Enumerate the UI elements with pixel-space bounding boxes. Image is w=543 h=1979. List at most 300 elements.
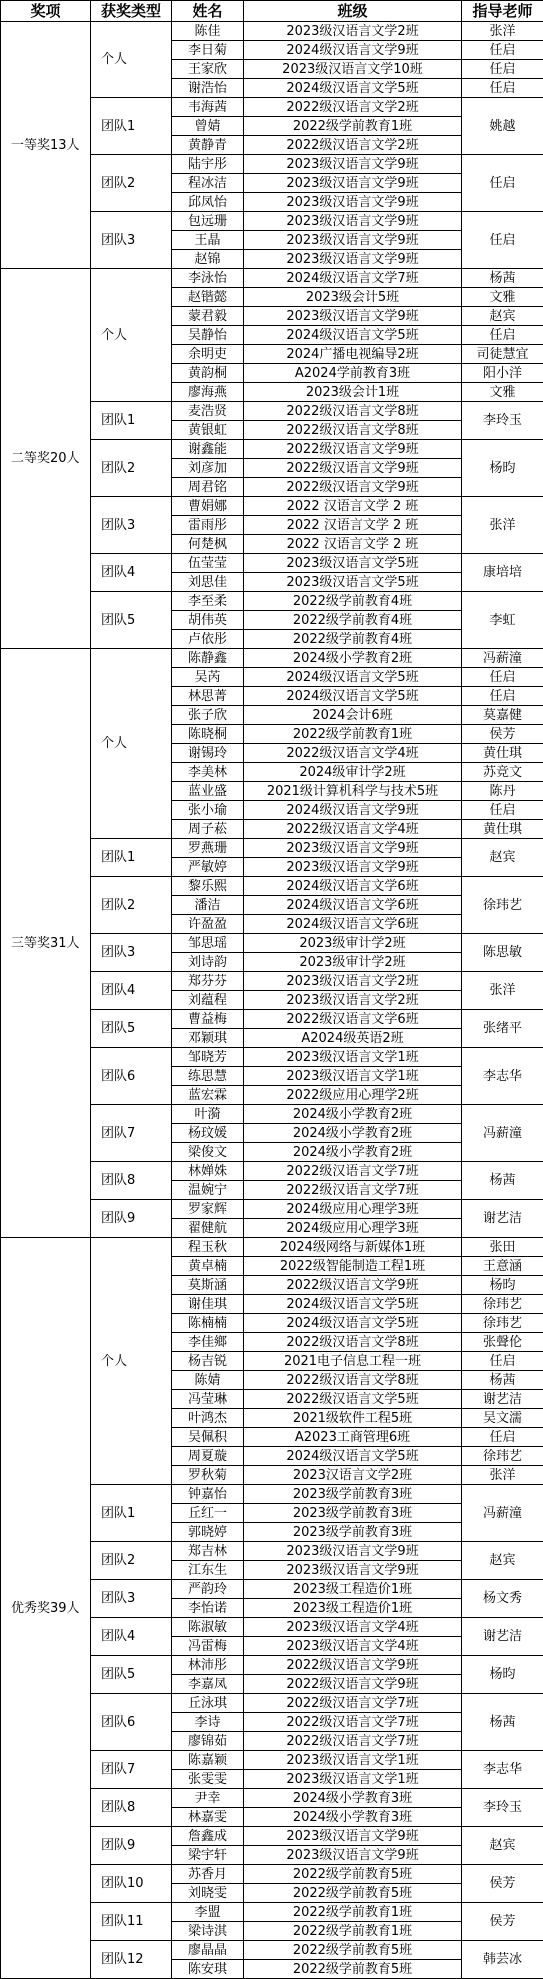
- student-name-cell: 谢佳琪: [172, 1295, 244, 1314]
- class-cell: 2022级汉语言文学9班: [244, 440, 462, 459]
- class-cell: 2023级汉语言文学5班: [244, 573, 462, 592]
- class-cell: 2024级汉语言文学5班: [244, 1314, 462, 1333]
- class-cell: 2023汉语言文学2班: [244, 1466, 462, 1485]
- student-name-cell: 廖海燕: [172, 383, 244, 402]
- class-cell: 2023级汉语言文学9班: [244, 858, 462, 877]
- teacher-cell: 张洋: [462, 22, 543, 41]
- student-name-cell: 苏香月: [172, 1865, 244, 1884]
- student-name-cell: 刘思佳: [172, 573, 244, 592]
- teacher-cell: 陈丹: [462, 782, 543, 801]
- teacher-cell: 谢艺洁: [462, 1390, 543, 1409]
- table-row: [1, 649, 543, 668]
- student-name-cell: 王晶: [172, 231, 244, 250]
- class-cell: 2022级汉语言文学9班: [244, 1656, 462, 1675]
- student-name-cell: 叶鸿杰: [172, 1409, 244, 1428]
- teacher-cell: 任启: [462, 687, 543, 706]
- class-cell: 2024级应用心理学3班: [244, 1219, 462, 1238]
- class-cell: 2024广播电视编导2班: [244, 345, 462, 364]
- student-name-cell: 胡伟英: [172, 611, 244, 630]
- student-name-cell: 谢锡玲: [172, 744, 244, 763]
- class-cell: 2023级会计5班: [244, 288, 462, 307]
- teacher-cell: 杨茜: [462, 1162, 543, 1200]
- class-cell: 2023级汉语言文学4班: [244, 1618, 462, 1637]
- award-level-cell: 三等奖31人: [1, 649, 91, 1238]
- class-cell: 2022级汉语言文学9班: [244, 478, 462, 497]
- award-type-cell: 团队11: [91, 1903, 172, 1941]
- student-name-cell: 周君铭: [172, 478, 244, 497]
- student-name-cell: 邹思瑶: [172, 934, 244, 953]
- student-name-cell: 林嘉雯: [172, 1808, 244, 1827]
- award-type-cell: 团队7: [91, 1105, 172, 1162]
- class-cell: 2023级工程造价1班: [244, 1580, 462, 1599]
- class-cell: A2024学前教育3班: [244, 364, 462, 383]
- teacher-cell: 徐玮艺: [462, 1314, 543, 1333]
- award-type-cell: 团队6: [91, 1048, 172, 1105]
- student-name-cell: 周夏璇: [172, 1447, 244, 1466]
- student-name-cell: 李盟: [172, 1903, 244, 1922]
- teacher-cell: 谢艺洁: [462, 1200, 543, 1238]
- award-type-cell: 团队4: [91, 554, 172, 592]
- award-type-cell: 团队12: [91, 1941, 172, 1979]
- header-type: 获奖类型: [91, 1, 172, 22]
- teacher-cell: 任启: [462, 668, 543, 687]
- student-name-cell: 刘晓雯: [172, 1884, 244, 1903]
- student-name-cell: 丘泳琪: [172, 1694, 244, 1713]
- class-cell: 2023级会计1班: [244, 383, 462, 402]
- student-name-cell: 赵锴懿: [172, 288, 244, 307]
- class-cell: 2023级汉语言文学2班: [244, 991, 462, 1010]
- class-cell: 2022级学前教育1班: [244, 725, 462, 744]
- award-type-cell: 团队2: [91, 877, 172, 934]
- class-cell: 2022级学前教育5班: [244, 1865, 462, 1884]
- student-name-cell: 蓝业盛: [172, 782, 244, 801]
- student-name-cell: 詹鑫成: [172, 1827, 244, 1846]
- class-cell: 2022级汉语言文学7班: [244, 1732, 462, 1751]
- class-cell: 2022级汉语言文学4班: [244, 744, 462, 763]
- class-cell: 2023级汉语言文学5班: [244, 554, 462, 573]
- class-cell: 2024级小学教育2班: [244, 1105, 462, 1124]
- student-name-cell: 温婉宁: [172, 1181, 244, 1200]
- class-cell: 2022级汉语言文学8班: [244, 402, 462, 421]
- award-type-cell: 团队6: [91, 1694, 172, 1751]
- class-cell: 2023级汉语言文学9班: [244, 1846, 462, 1865]
- table-row: [1, 1238, 543, 1257]
- student-name-cell: 练思慧: [172, 1067, 244, 1086]
- class-cell: 2023级审计学2班: [244, 953, 462, 972]
- student-name-cell: 翟健航: [172, 1219, 244, 1238]
- student-name-cell: 黄卓楠: [172, 1257, 244, 1276]
- student-name-cell: 谢鑫能: [172, 440, 244, 459]
- header-row: [1, 1, 543, 22]
- award-type-cell: 团队10: [91, 1865, 172, 1903]
- student-name-cell: 曾婧: [172, 117, 244, 136]
- student-name-cell: 丘红一: [172, 1504, 244, 1523]
- class-cell: 2023级汉语言文学9班: [244, 155, 462, 174]
- student-name-cell: 林婵姝: [172, 1162, 244, 1181]
- student-name-cell: 曹娟娜: [172, 497, 244, 516]
- class-cell: A2023工商管理6班: [244, 1428, 462, 1447]
- class-cell: 2023级汉语言文学9班: [244, 250, 462, 269]
- student-name-cell: 梁俊文: [172, 1143, 244, 1162]
- student-name-cell: 郑吉林: [172, 1542, 244, 1561]
- award-type-cell: 团队3: [91, 497, 172, 554]
- teacher-cell: 张洋: [462, 972, 543, 1010]
- class-cell: 2024级汉语言文学6班: [244, 877, 462, 896]
- class-cell: 2022 汉语言文学 2 班: [244, 497, 462, 516]
- table-row: [1, 22, 543, 41]
- teacher-cell: 任启: [462, 212, 543, 269]
- student-name-cell: 雷雨彤: [172, 516, 244, 535]
- student-name-cell: 钟嘉怡: [172, 1485, 244, 1504]
- student-name-cell: 黎乐熙: [172, 877, 244, 896]
- teacher-cell: 张田: [462, 1238, 543, 1257]
- award-type-cell: 团队4: [91, 1618, 172, 1656]
- class-cell: 2024级小学教育3班: [244, 1808, 462, 1827]
- student-name-cell: 何楚枫: [172, 535, 244, 554]
- student-name-cell: 严敏婷: [172, 858, 244, 877]
- class-cell: 2024级应用心理学3班: [244, 1200, 462, 1219]
- award-type-cell: 团队5: [91, 592, 172, 649]
- class-cell: 2022级汉语言文学2班: [244, 98, 462, 117]
- class-cell: 2024级小学教育3班: [244, 1789, 462, 1808]
- student-name-cell: 莫斯涵: [172, 1276, 244, 1295]
- student-name-cell: 黄银虹: [172, 421, 244, 440]
- class-cell: 2023级汉语言文学9班: [244, 1542, 462, 1561]
- class-cell: 2024级汉语言文学6班: [244, 896, 462, 915]
- class-cell: 2024级汉语言文学9班: [244, 801, 462, 820]
- student-name-cell: 廖锦茹: [172, 1732, 244, 1751]
- student-name-cell: 李泳怡: [172, 269, 244, 288]
- student-name-cell: 李诗: [172, 1713, 244, 1732]
- student-name-cell: 林沛彤: [172, 1656, 244, 1675]
- header-class: 班级: [244, 1, 462, 22]
- teacher-cell: 任启: [462, 801, 543, 820]
- class-cell: 2024级审计学2班: [244, 763, 462, 782]
- teacher-cell: 赵宾: [462, 1827, 543, 1865]
- teacher-cell: 杨茜: [462, 1694, 543, 1751]
- teacher-cell: 杨茜: [462, 269, 543, 288]
- award-type-cell: 团队7: [91, 1751, 172, 1789]
- teacher-cell: 任启: [462, 326, 543, 345]
- teacher-cell: 任启: [462, 1352, 543, 1371]
- student-name-cell: 刘诗韵: [172, 953, 244, 972]
- teacher-cell: 李志华: [462, 1048, 543, 1105]
- class-cell: 2022级汉语言文学9班: [244, 1276, 462, 1295]
- class-cell: 2024级汉语言文学5班: [244, 326, 462, 345]
- student-name-cell: 许盈盈: [172, 915, 244, 934]
- student-name-cell: 余明吏: [172, 345, 244, 364]
- student-name-cell: 卢依彤: [172, 630, 244, 649]
- class-cell: 2022级学前教育1班: [244, 1903, 462, 1922]
- student-name-cell: 陈晓桐: [172, 725, 244, 744]
- class-cell: 2024级小学教育2班: [244, 1124, 462, 1143]
- student-name-cell: 江东生: [172, 1561, 244, 1580]
- class-cell: 2023级汉语言文学1班: [244, 1751, 462, 1770]
- teacher-cell: 杨文秀: [462, 1580, 543, 1618]
- header-name: 姓名: [172, 1, 244, 22]
- teacher-cell: 张洋: [462, 497, 543, 554]
- student-name-cell: 陈佳: [172, 22, 244, 41]
- class-cell: 2022级汉语言文学8班: [244, 1333, 462, 1352]
- student-name-cell: 杨玟媛: [172, 1124, 244, 1143]
- class-cell: 2024级汉语言文学5班: [244, 79, 462, 98]
- student-name-cell: 罗秋菊: [172, 1466, 244, 1485]
- teacher-cell: 侯芳: [462, 1903, 543, 1941]
- student-name-cell: 冯莹琳: [172, 1390, 244, 1409]
- student-name-cell: 邓颖琪: [172, 1029, 244, 1048]
- class-cell: 2022级汉语言文学9班: [244, 1675, 462, 1694]
- student-name-cell: 蒙君毅: [172, 307, 244, 326]
- class-cell: 2024级小学教育2班: [244, 649, 462, 668]
- header-award: 奖项: [1, 1, 91, 22]
- student-name-cell: 尹幸: [172, 1789, 244, 1808]
- award-type-cell: 个人: [91, 1238, 172, 1485]
- award-type-cell: 团队3: [91, 212, 172, 269]
- table-body: [1, 22, 543, 1979]
- class-cell: 2022级学前教育4班: [244, 592, 462, 611]
- class-cell: 2024级网络与新媒体1班: [244, 1238, 462, 1257]
- award-type-cell: 团队2: [91, 1542, 172, 1580]
- class-cell: 2023级审计学2班: [244, 934, 462, 953]
- teacher-cell: 黄仕琪: [462, 744, 543, 763]
- teacher-cell: 司徒慧宜: [462, 345, 543, 364]
- class-cell: 2023级汉语言文学9班: [244, 839, 462, 858]
- class-cell: 2023级工程造价1班: [244, 1599, 462, 1618]
- teacher-cell: 李玲玉: [462, 1789, 543, 1827]
- teacher-cell: 侯芳: [462, 1865, 543, 1903]
- teacher-cell: 任启: [462, 79, 543, 98]
- teacher-cell: 杨茜: [462, 1371, 543, 1390]
- teacher-cell: 张聲伦: [462, 1333, 543, 1352]
- class-cell: 2024级汉语言文学5班: [244, 1295, 462, 1314]
- teacher-cell: 陈思敏: [462, 934, 543, 972]
- student-name-cell: 刘蕴程: [172, 991, 244, 1010]
- student-name-cell: 麦浩贤: [172, 402, 244, 421]
- teacher-cell: 吴文濡: [462, 1409, 543, 1428]
- teacher-cell: 杨昀: [462, 1276, 543, 1295]
- award-type-cell: 团队5: [91, 1656, 172, 1694]
- teacher-cell: 杨昀: [462, 1656, 543, 1694]
- teacher-cell: 冯薪潼: [462, 649, 543, 668]
- award-level-cell: 二等奖20人: [1, 269, 91, 649]
- student-name-cell: 罗家辉: [172, 1200, 244, 1219]
- class-cell: A2024级英语2班: [244, 1029, 462, 1048]
- class-cell: 2022级智能制造工程1班: [244, 1257, 462, 1276]
- class-cell: 2022级学前教育5班: [244, 1960, 462, 1979]
- student-name-cell: 严韵玲: [172, 1580, 244, 1599]
- student-name-cell: 陈楠楠: [172, 1314, 244, 1333]
- table-row: [1, 269, 543, 288]
- award-type-cell: 团队3: [91, 1580, 172, 1618]
- class-cell: 2022级汉语言文学8班: [244, 421, 462, 440]
- student-name-cell: 程冰洁: [172, 174, 244, 193]
- class-cell: 2024会计6班: [244, 706, 462, 725]
- teacher-cell: 徐玮艺: [462, 1295, 543, 1314]
- class-cell: 2022级汉语言文学5班: [244, 1390, 462, 1409]
- teacher-cell: 张洋: [462, 1466, 543, 1485]
- class-cell: 2022级学前教育1班: [244, 1922, 462, 1941]
- student-name-cell: 冯雷梅: [172, 1637, 244, 1656]
- teacher-cell: 赵宾: [462, 307, 543, 326]
- class-cell: 2023级汉语言文学9班: [244, 1561, 462, 1580]
- class-cell: 2021级软件工程5班: [244, 1409, 462, 1428]
- student-name-cell: 梁诗淇: [172, 1922, 244, 1941]
- student-name-cell: 林思菁: [172, 687, 244, 706]
- class-cell: 2022级学前教育5班: [244, 1941, 462, 1960]
- class-cell: 2023级学前教育3班: [244, 1523, 462, 1542]
- teacher-cell: 赵宾: [462, 839, 543, 877]
- student-name-cell: 陆宇彤: [172, 155, 244, 174]
- class-cell: 2024级小学教育2班: [244, 1143, 462, 1162]
- student-name-cell: 李嘉凤: [172, 1675, 244, 1694]
- student-name-cell: 李佳鄉: [172, 1333, 244, 1352]
- class-cell: 2022级学前教育1班: [244, 117, 462, 136]
- student-name-cell: 刘彦加: [172, 459, 244, 478]
- class-cell: 2023级汉语言文学1班: [244, 1067, 462, 1086]
- class-cell: 2023级学前教育3班: [244, 1504, 462, 1523]
- student-name-cell: 邹晓芳: [172, 1048, 244, 1067]
- teacher-cell: 谢艺洁: [462, 1618, 543, 1656]
- award-type-cell: 团队9: [91, 1827, 172, 1865]
- award-type-cell: 个人: [91, 269, 172, 402]
- teacher-cell: 杨昀: [462, 440, 543, 497]
- teacher-cell: 李志华: [462, 1751, 543, 1789]
- award-type-cell: 个人: [91, 649, 172, 839]
- class-cell: 2022级汉语言文学4班: [244, 820, 462, 839]
- teacher-cell: 姚越: [462, 98, 543, 155]
- award-type-cell: 团队5: [91, 1010, 172, 1048]
- student-name-cell: 王家欣: [172, 60, 244, 79]
- class-cell: 2022级汉语言文学7班: [244, 1162, 462, 1181]
- class-cell: 2023级汉语言文学2班: [244, 972, 462, 991]
- class-cell: 2022级应用心理学2班: [244, 1086, 462, 1105]
- teacher-cell: 文雅: [462, 288, 543, 307]
- class-cell: 2024级汉语言文学7班: [244, 269, 462, 288]
- class-cell: 2023级学前教育3班: [244, 1485, 462, 1504]
- student-name-cell: 李至柔: [172, 592, 244, 611]
- class-cell: 2021级计算机科学与技术5班: [244, 782, 462, 801]
- student-name-cell: 包远珊: [172, 212, 244, 231]
- student-name-cell: 陈安琪: [172, 1960, 244, 1979]
- class-cell: 2021电子信息工程一班: [244, 1352, 462, 1371]
- student-name-cell: 程玉秋: [172, 1238, 244, 1257]
- student-name-cell: 杨吉锐: [172, 1352, 244, 1371]
- class-cell: 2022级学前教育5班: [244, 1884, 462, 1903]
- class-cell: 2023级汉语言文学4班: [244, 1637, 462, 1656]
- student-name-cell: 曹益梅: [172, 1010, 244, 1029]
- class-cell: 2023级汉语言文学10班: [244, 60, 462, 79]
- student-name-cell: 吴佩积: [172, 1428, 244, 1447]
- teacher-cell: 侯芳: [462, 725, 543, 744]
- class-cell: 2023级汉语言文学9班: [244, 231, 462, 250]
- class-cell: 2024级汉语言文学5班: [244, 668, 462, 687]
- student-name-cell: 李怡诺: [172, 1599, 244, 1618]
- teacher-cell: 任启: [462, 60, 543, 79]
- student-name-cell: 陈淑敏: [172, 1618, 244, 1637]
- class-cell: 2024级汉语言文学5班: [244, 1447, 462, 1466]
- class-cell: 2024级汉语言文学9班: [244, 41, 462, 60]
- award-type-cell: 团队9: [91, 1200, 172, 1238]
- award-type-cell: 团队8: [91, 1789, 172, 1827]
- student-name-cell: 周子菘: [172, 820, 244, 839]
- award-type-cell: 团队1: [91, 839, 172, 877]
- class-cell: 2022级汉语言文学2班: [244, 136, 462, 155]
- student-name-cell: 张雯雯: [172, 1770, 244, 1789]
- class-cell: 2023级汉语言文学1班: [244, 1770, 462, 1789]
- class-cell: 2023级汉语言文学2班: [244, 22, 462, 41]
- class-cell: 2022级学前教育4班: [244, 611, 462, 630]
- table-header: [1, 1, 543, 22]
- award-type-cell: 团队3: [91, 934, 172, 972]
- student-name-cell: 邱凤怡: [172, 193, 244, 212]
- class-cell: 2022级汉语言文学9班: [244, 459, 462, 478]
- class-cell: 2022级汉语言文学8班: [244, 1371, 462, 1390]
- student-name-cell: 黄静青: [172, 136, 244, 155]
- award-type-cell: 团队2: [91, 440, 172, 497]
- teacher-cell: 阳小洋: [462, 364, 543, 383]
- student-name-cell: 伍莹莹: [172, 554, 244, 573]
- class-cell: 2022级汉语言文学6班: [244, 1010, 462, 1029]
- student-name-cell: 谢浩怡: [172, 79, 244, 98]
- student-name-cell: 叶漪: [172, 1105, 244, 1124]
- class-cell: 2022级学前教育4班: [244, 630, 462, 649]
- teacher-cell: 赵宾: [462, 1542, 543, 1580]
- teacher-cell: 张绪平: [462, 1010, 543, 1048]
- teacher-cell: 冯薪潼: [462, 1105, 543, 1162]
- student-name-cell: 赵锦: [172, 250, 244, 269]
- teacher-cell: 冯薪潼: [462, 1485, 543, 1542]
- student-name-cell: 梁宇轩: [172, 1846, 244, 1865]
- student-name-cell: 吴芮: [172, 668, 244, 687]
- student-name-cell: 陈嘉颖: [172, 1751, 244, 1770]
- class-cell: 2023级汉语言文学1班: [244, 1048, 462, 1067]
- student-name-cell: 陈静鑫: [172, 649, 244, 668]
- teacher-cell: 韩芸冰: [462, 1941, 543, 1979]
- header-teacher: 指导老师: [462, 1, 543, 22]
- student-name-cell: 韦海茜: [172, 98, 244, 117]
- student-name-cell: 张小瑜: [172, 801, 244, 820]
- class-cell: 2023级汉语言文学9班: [244, 174, 462, 193]
- student-name-cell: 罗燕珊: [172, 839, 244, 858]
- class-cell: 2022级汉语言文学7班: [244, 1181, 462, 1200]
- teacher-cell: 莫嘉健: [462, 706, 543, 725]
- class-cell: 2024级汉语言文学5班: [244, 687, 462, 706]
- student-name-cell: 潘洁: [172, 896, 244, 915]
- award-type-cell: 团队8: [91, 1162, 172, 1200]
- student-name-cell: 廖晶晶: [172, 1941, 244, 1960]
- student-name-cell: 郭晓婷: [172, 1523, 244, 1542]
- teacher-cell: 文雅: [462, 383, 543, 402]
- class-cell: 2023级汉语言文学9班: [244, 212, 462, 231]
- teacher-cell: 李虹: [462, 592, 543, 649]
- award-type-cell: 团队1: [91, 98, 172, 155]
- class-cell: 2022 汉语言文学 2 班: [244, 535, 462, 554]
- student-name-cell: 蓝宏霖: [172, 1086, 244, 1105]
- award-level-cell: 一等奖13人: [1, 22, 91, 269]
- award-type-cell: 团队1: [91, 402, 172, 440]
- teacher-cell: 任启: [462, 155, 543, 212]
- award-level-cell: 优秀奖39人: [1, 1238, 91, 1979]
- student-name-cell: 李日菊: [172, 41, 244, 60]
- teacher-cell: 黄仕琪: [462, 820, 543, 839]
- award-type-cell: 团队4: [91, 972, 172, 1010]
- teacher-cell: 任启: [462, 41, 543, 60]
- teacher-cell: 任启: [462, 1428, 543, 1447]
- teacher-cell: 李玲玉: [462, 402, 543, 440]
- student-name-cell: 张子欣: [172, 706, 244, 725]
- teacher-cell: 王意涵: [462, 1257, 543, 1276]
- teacher-cell: 徐玮艺: [462, 877, 543, 934]
